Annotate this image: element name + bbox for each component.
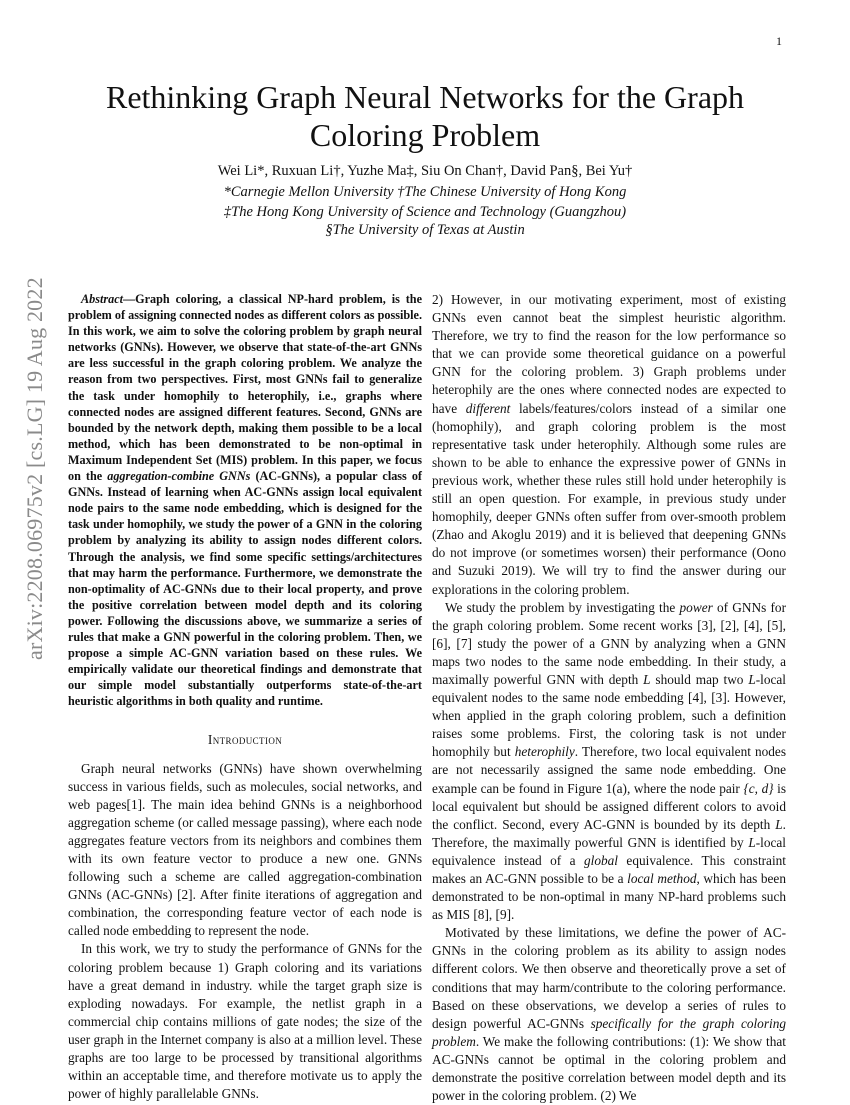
emphasis: heterophily [514, 744, 575, 760]
math-symbol: L [748, 671, 756, 687]
text-run: equivalence. This constraint makes an AC-GNN possible to be a [432, 852, 786, 886]
affiliation-line-2: ‡The Hong Kong University of Science and Technology (Guangzhou) [223, 204, 627, 220]
text-run: 2) However, in our motivating experiment, most of existing GNNs even cannot beat the simplest heuristic algorithm. Therefore, we try to find the reason for the low performance so that we can provide some theoretical guidance on a powerful GNN for the coloring problem. 3) Graph problems under heterophily are the ones where connected nodes are expected to have [432, 292, 786, 416]
section-heading-introduction: Introduction [207, 732, 283, 748]
math-symbol: L [748, 834, 756, 850]
text-run: We study the problem by investigating the [445, 599, 680, 615]
abstract-text-1: —Graph coloring, a classical NP-hard problem, is the problem of assigning connected nodes as different colors as possible. In this work, we aim to solve the coloring problem by graph neural networks (GNNs). However, we observe that state-of-the-art GNNs are less successful in the graph coloring problem. We analyze the reason from two perspectives. First, most GNNs fail to generalize the task under homophily to heterophily, i.e., graphs where connected nodes are assigned different features. Second, GNNs are bounded by the network depth, making them possible to be a local method, which has been demonstrated to be non-optimal in Maximum Independent Set (MIS) problem. In this paper, we focus on the [68, 292, 422, 484]
text-run: -local equivalence instead of a [432, 834, 786, 868]
abstract-emphasis: aggregation-combine GNNs [107, 469, 251, 484]
text-run: . Therefore, two local equivalent nodes are not necessarily assigned the same node embedding. One example can be found in Figure 1(a), where the node pair [432, 744, 786, 796]
intro-paragraph-2: In this work, we try to study the performance of GNNs for the coloring problem because 1) Graph coloring and its variations have a great demand in industry. while the target graph size is exploding nowadays. For example, the netlist graph in a commercial chip contains millions of gate nodes; the size of the user graph in the Internet company is also at a million level. These graphs are too large to be processed by transitional algorithms within an acceptable time, and therefore motivate us to apply the power of highly parallelable GNNs. [68, 941, 422, 1102]
author-list: Wei Li*, Ruxuan Li†, Yuzhe Ma‡, Siu On Chan†, David Pan§, Bei Yu† [217, 163, 633, 179]
math-symbol: L [775, 816, 783, 832]
paper-title: Rethinking Graph Neural Networks for the Graph Coloring Problem [105, 79, 745, 153]
page-number: 1 [776, 34, 782, 48]
text-run: . Therefore, the maximally powerful GNN is identified by [432, 816, 786, 850]
right-paragraph-1 [432, 291, 786, 599]
text-run: -local equivalent nodes to the same node embedding [4], [3]. However, when applied in the graph coloring problem, such a definition raises some problems. First, the coloring task is not under homophily but [432, 671, 786, 760]
emphasis: different [465, 400, 511, 416]
text-run: is local equivalent but should be assigned different colors to avoid the conflict. Second, every AC-GNN is bounded by its depth [432, 780, 786, 832]
emphasis: power [679, 599, 713, 615]
right-paragraph-2 [432, 599, 786, 925]
text-run: labels/features/colors instead of a similar one (homophily), and graph coloring problem is the most representative task under heterophily. Although some rules are shown to be able to enhance the expressive power of GNNs in previous work, whether these rules still hold under heterophily is still an open question. For example, in previous study under homophily, deeper GNNs often suffer from over-smooth problem (Zhao and Akoglu 2019) and it is believed that deepening GNNs do not improve (or sometimes worsen) their performance (Oono and Suzuki 2019). We will try to find the answer during our explorations in the coloring problem. [432, 400, 786, 597]
text-run: . We make the following contributions: (1): We show that AC-GNNs cannot be optimal in the coloring problem and demonstrate the positive correlation between model depth and its power in the coloring problem. (2) We [432, 1033, 786, 1104]
text-run: of GNNs for the graph coloring problem. Some recent works [3], [2], [4], [5], [6], [7] study the power of a GNN by analyzing when a GNN maps two nodes to the same node embedding. In their study, a maximally powerful GNN with depth [432, 599, 786, 687]
math-symbol: {c, d} [743, 780, 774, 796]
text-run: should map two [650, 671, 749, 687]
affiliation-line-1: *Carnegie Mellon University †The Chinese University of Hong Kong [223, 184, 627, 200]
text-run: Motivated by these limitations, we define the power of AC-GNNs in the coloring problem as its ability to assign nodes different colors. We then observe and theoretically prove a set of conditions that may harm/contribute to the coloring performance. Based on these observations, we develop a series of rules to design powerful AC-GNNs [432, 925, 786, 1031]
right-paragraph-3 [432, 924, 786, 1105]
abstract-label: Abstract [81, 292, 123, 306]
emphasis: global [583, 852, 618, 868]
left-column [68, 291, 422, 1103]
affiliation-line-3: §The University of Texas at Austin [325, 222, 525, 238]
emphasis: specifically for the graph coloring problem [432, 1015, 786, 1049]
math-symbol: L [643, 671, 651, 687]
right-column [432, 291, 786, 1105]
emphasis: local method [627, 871, 697, 886]
intro-paragraph-1: Graph neural networks (GNNs) have shown overwhelming success in various fields, such as molecules, social networks, and web pages[1]. The main idea behind GNNs is a neighborhood aggregation scheme (or called message passing), where each node aggregates feature vectors from its neighbors and combines them with its own feature vector to produce a new one. GNNs following such a scheme are called aggregation-combination GNNs (AC-GNNs) [2]. After finite iterations of aggregation and combination, the corresponding feature vector of each node is called node embedding to represent the node. [68, 760, 422, 939]
abstract-text-2: (AC-GNNs), a popular class of GNNs. Instead of learning when AC-GNNs assign local equivalent node pairs to the same node embedding, which is designed for the task under homophily, we study the power of a GNN in the coloring problem by analyzing its ability to assign nodes different colors. Through the analysis, we find some specific settings/architectures that may harm the performance. Furthermore, we demonstrate the non-optimality of AC-GNNs due to their local property, and prove the positive correlation between model depth and its coloring power. Following the discussions above, we summarize a series of rules that make a GNN powerful in the coloring problem. Then, we propose a simple AC-GNN variation based on these rules. We empirically validate our theoretical findings and demonstrate that our simple model substantially outperforms state-of-the-art heuristic algorithms in both quality and runtime. [68, 469, 422, 709]
text-run: , which has been demonstrated to be non-optimal in many NP-hard problems such as MIS [8], [9]. [432, 871, 786, 923]
arxiv-identifier-stamp[interactable]: arXiv:2208.06975v2 [cs.LG] 19 Aug 2022 [22, 277, 47, 660]
abstract [68, 291, 422, 709]
